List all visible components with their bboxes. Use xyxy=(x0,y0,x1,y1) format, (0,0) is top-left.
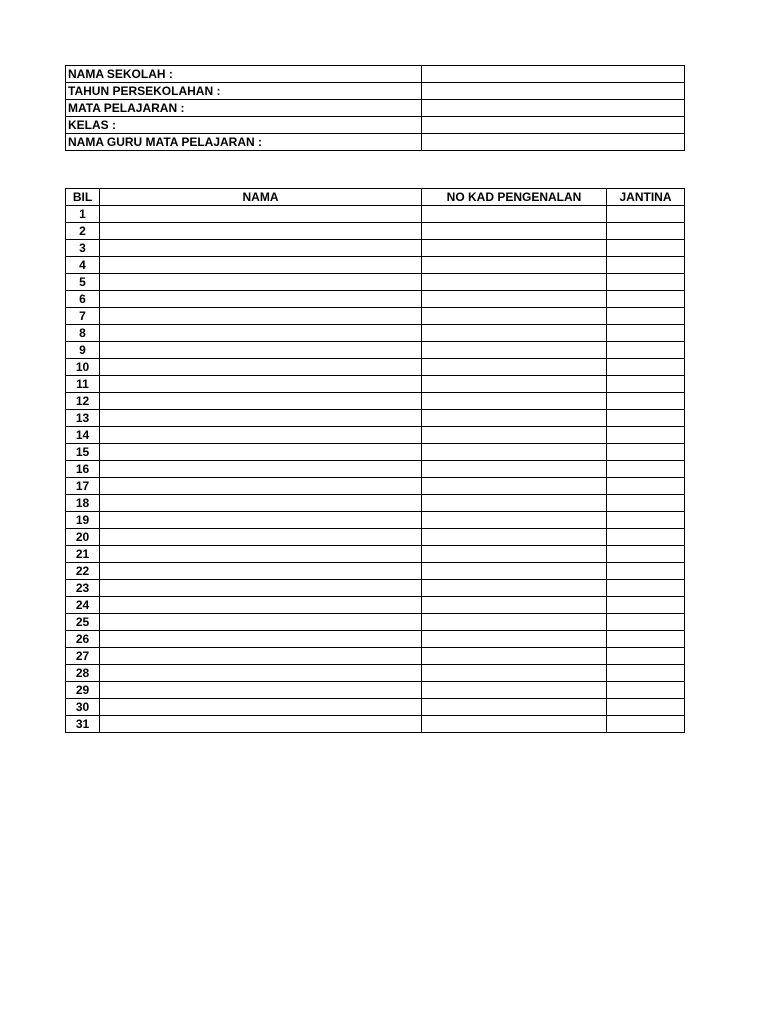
student-table-body xyxy=(66,206,685,733)
no-kad-pengenalan-cell[interactable] xyxy=(422,529,607,546)
jantina-cell[interactable] xyxy=(607,580,685,597)
no-kad-pengenalan-cell[interactable] xyxy=(422,597,607,614)
jantina-cell[interactable] xyxy=(607,206,685,223)
row-number-cell: 29 xyxy=(66,682,100,699)
header-field-label: KELAS : xyxy=(66,117,422,134)
no-kad-pengenalan-cell[interactable] xyxy=(422,716,607,733)
no-kad-pengenalan-cell[interactable] xyxy=(422,427,607,444)
jantina-cell[interactable] xyxy=(607,393,685,410)
row-number-cell: 4 xyxy=(66,257,100,274)
column-header-jantina: JANTINA xyxy=(607,189,685,206)
no-kad-pengenalan-cell[interactable] xyxy=(422,291,607,308)
table-row xyxy=(66,529,685,546)
nama-cell[interactable] xyxy=(100,614,422,631)
nama-cell[interactable] xyxy=(100,631,422,648)
row-number-cell: 5 xyxy=(66,274,100,291)
jantina-cell[interactable] xyxy=(607,682,685,699)
nama-cell[interactable] xyxy=(100,410,422,427)
jantina-cell[interactable] xyxy=(607,614,685,631)
jantina-cell[interactable] xyxy=(607,563,685,580)
jantina-cell[interactable] xyxy=(607,308,685,325)
nama-cell[interactable] xyxy=(100,665,422,682)
header-info-row xyxy=(66,83,685,100)
table-row xyxy=(66,359,685,376)
row-number-cell: 27 xyxy=(66,648,100,665)
row-number-cell: 24 xyxy=(66,597,100,614)
nama-cell[interactable] xyxy=(100,546,422,563)
nama-cell[interactable] xyxy=(100,393,422,410)
table-row xyxy=(66,563,685,580)
header-field-label: NAMA SEKOLAH : xyxy=(66,66,422,83)
jantina-cell[interactable] xyxy=(607,512,685,529)
table-row xyxy=(66,342,685,359)
nama-cell[interactable] xyxy=(100,648,422,665)
no-kad-pengenalan-cell[interactable] xyxy=(422,359,607,376)
nama-cell[interactable] xyxy=(100,512,422,529)
jantina-cell[interactable] xyxy=(607,597,685,614)
no-kad-pengenalan-cell[interactable] xyxy=(422,342,607,359)
header-field-value[interactable] xyxy=(422,83,685,100)
jantina-cell[interactable] xyxy=(607,240,685,257)
row-number-cell: 9 xyxy=(66,342,100,359)
header-info-row xyxy=(66,117,685,134)
nama-cell[interactable] xyxy=(100,580,422,597)
row-number-cell: 8 xyxy=(66,325,100,342)
jantina-cell[interactable] xyxy=(607,716,685,733)
table-row xyxy=(66,631,685,648)
nama-cell[interactable] xyxy=(100,563,422,580)
row-number-cell: 23 xyxy=(66,580,100,597)
row-number-cell: 3 xyxy=(66,240,100,257)
jantina-cell[interactable] xyxy=(607,291,685,308)
row-number-cell: 25 xyxy=(66,614,100,631)
no-kad-pengenalan-cell[interactable] xyxy=(422,563,607,580)
row-number-cell: 7 xyxy=(66,308,100,325)
header-field-label: MATA PELAJARAN : xyxy=(66,100,422,117)
nama-cell[interactable] xyxy=(100,699,422,716)
jantina-cell[interactable] xyxy=(607,665,685,682)
row-number-cell: 15 xyxy=(66,444,100,461)
header-info-row xyxy=(66,100,685,117)
jantina-cell[interactable] xyxy=(607,325,685,342)
nama-cell[interactable] xyxy=(100,529,422,546)
no-kad-pengenalan-cell[interactable] xyxy=(422,461,607,478)
row-number-cell: 10 xyxy=(66,359,100,376)
no-kad-pengenalan-cell[interactable] xyxy=(422,512,607,529)
row-number-cell: 6 xyxy=(66,291,100,308)
table-row xyxy=(66,682,685,699)
nama-cell[interactable] xyxy=(100,716,422,733)
nama-cell[interactable] xyxy=(100,291,422,308)
jantina-cell[interactable] xyxy=(607,410,685,427)
nama-cell[interactable] xyxy=(100,274,422,291)
no-kad-pengenalan-cell[interactable] xyxy=(422,274,607,291)
nama-cell[interactable] xyxy=(100,682,422,699)
no-kad-pengenalan-cell[interactable] xyxy=(422,223,607,240)
row-number-cell: 28 xyxy=(66,665,100,682)
nama-cell[interactable] xyxy=(100,495,422,512)
no-kad-pengenalan-cell[interactable] xyxy=(422,699,607,716)
no-kad-pengenalan-cell[interactable] xyxy=(422,376,607,393)
header-row xyxy=(66,189,685,206)
nama-cell[interactable] xyxy=(100,342,422,359)
row-number-cell: 17 xyxy=(66,478,100,495)
table-row xyxy=(66,648,685,665)
table-row xyxy=(66,614,685,631)
table-row xyxy=(66,665,685,682)
table-row xyxy=(66,240,685,257)
no-kad-pengenalan-cell[interactable] xyxy=(422,648,607,665)
table-row xyxy=(66,444,685,461)
no-kad-pengenalan-cell[interactable] xyxy=(422,240,607,257)
table-row xyxy=(66,393,685,410)
column-header-nama: NAMA xyxy=(100,189,422,206)
no-kad-pengenalan-cell[interactable] xyxy=(422,410,607,427)
column-header-no-kad-pengenalan: NO KAD PENGENALAN xyxy=(422,189,607,206)
row-number-cell: 31 xyxy=(66,716,100,733)
jantina-cell[interactable] xyxy=(607,631,685,648)
row-number-cell: 1 xyxy=(66,206,100,223)
row-number-cell: 14 xyxy=(66,427,100,444)
nama-cell[interactable] xyxy=(100,478,422,495)
row-number-cell: 2 xyxy=(66,223,100,240)
jantina-cell[interactable] xyxy=(607,461,685,478)
table-row xyxy=(66,512,685,529)
nama-cell[interactable] xyxy=(100,444,422,461)
table-row xyxy=(66,376,685,393)
nama-cell[interactable] xyxy=(100,240,422,257)
row-number-cell: 18 xyxy=(66,495,100,512)
table-row xyxy=(66,495,685,512)
table-row xyxy=(66,291,685,308)
nama-cell[interactable] xyxy=(100,257,422,274)
header-field-label: NAMA GURU MATA PELAJARAN : xyxy=(66,134,422,151)
row-number-cell: 22 xyxy=(66,563,100,580)
nama-cell[interactable] xyxy=(100,325,422,342)
row-number-cell: 30 xyxy=(66,699,100,716)
row-number-cell: 16 xyxy=(66,461,100,478)
row-number-cell: 19 xyxy=(66,512,100,529)
no-kad-pengenalan-cell[interactable] xyxy=(422,665,607,682)
header-field-value[interactable] xyxy=(422,117,685,134)
jantina-cell[interactable] xyxy=(607,699,685,716)
jantina-cell[interactable] xyxy=(607,495,685,512)
student-list-table xyxy=(65,188,685,733)
no-kad-pengenalan-cell[interactable] xyxy=(422,308,607,325)
jantina-cell[interactable] xyxy=(607,529,685,546)
no-kad-pengenalan-cell[interactable] xyxy=(422,393,607,410)
table-row xyxy=(66,580,685,597)
no-kad-pengenalan-cell[interactable] xyxy=(422,325,607,342)
jantina-cell[interactable] xyxy=(607,648,685,665)
jantina-cell[interactable] xyxy=(607,223,685,240)
table-row xyxy=(66,699,685,716)
table-row xyxy=(66,223,685,240)
row-number-cell: 26 xyxy=(66,631,100,648)
row-number-cell: 20 xyxy=(66,529,100,546)
nama-cell[interactable] xyxy=(100,427,422,444)
jantina-cell[interactable] xyxy=(607,444,685,461)
nama-cell[interactable] xyxy=(100,461,422,478)
jantina-cell[interactable] xyxy=(607,376,685,393)
jantina-cell[interactable] xyxy=(607,478,685,495)
row-number-cell: 13 xyxy=(66,410,100,427)
no-kad-pengenalan-cell[interactable] xyxy=(422,257,607,274)
no-kad-pengenalan-cell[interactable] xyxy=(422,444,607,461)
table-row xyxy=(66,478,685,495)
no-kad-pengenalan-cell[interactable] xyxy=(422,580,607,597)
no-kad-pengenalan-cell[interactable] xyxy=(422,478,607,495)
student-table-header xyxy=(66,189,685,206)
table-row xyxy=(66,274,685,291)
jantina-cell[interactable] xyxy=(607,342,685,359)
table-row xyxy=(66,325,685,342)
jantina-cell[interactable] xyxy=(607,359,685,376)
header-field-label: TAHUN PERSEKOLAHAN : xyxy=(66,83,422,100)
table-row xyxy=(66,206,685,223)
table-row xyxy=(66,716,685,733)
no-kad-pengenalan-cell[interactable] xyxy=(422,631,607,648)
header-field-value[interactable] xyxy=(422,66,685,83)
nama-cell[interactable] xyxy=(100,376,422,393)
row-number-cell: 12 xyxy=(66,393,100,410)
row-number-cell: 21 xyxy=(66,546,100,563)
jantina-cell[interactable] xyxy=(607,257,685,274)
nama-cell[interactable] xyxy=(100,597,422,614)
nama-cell[interactable] xyxy=(100,359,422,376)
header-field-value[interactable] xyxy=(422,134,685,151)
table-row xyxy=(66,461,685,478)
jantina-cell[interactable] xyxy=(607,427,685,444)
table-row xyxy=(66,257,685,274)
header-info-row xyxy=(66,134,685,151)
table-row xyxy=(66,597,685,614)
column-header-bil: BIL xyxy=(66,189,100,206)
header-info-body xyxy=(66,66,685,151)
jantina-cell[interactable] xyxy=(607,274,685,291)
nama-cell[interactable] xyxy=(100,206,422,223)
table-row xyxy=(66,546,685,563)
row-number-cell: 11 xyxy=(66,376,100,393)
table-row xyxy=(66,410,685,427)
nama-cell[interactable] xyxy=(100,223,422,240)
no-kad-pengenalan-cell[interactable] xyxy=(422,495,607,512)
no-kad-pengenalan-cell[interactable] xyxy=(422,614,607,631)
no-kad-pengenalan-cell[interactable] xyxy=(422,682,607,699)
nama-cell[interactable] xyxy=(100,308,422,325)
table-row xyxy=(66,427,685,444)
no-kad-pengenalan-cell[interactable] xyxy=(422,206,607,223)
header-field-value[interactable] xyxy=(422,100,685,117)
jantina-cell[interactable] xyxy=(607,546,685,563)
header-info-table xyxy=(65,65,685,151)
table-row xyxy=(66,308,685,325)
no-kad-pengenalan-cell[interactable] xyxy=(422,546,607,563)
header-info-row xyxy=(66,66,685,83)
